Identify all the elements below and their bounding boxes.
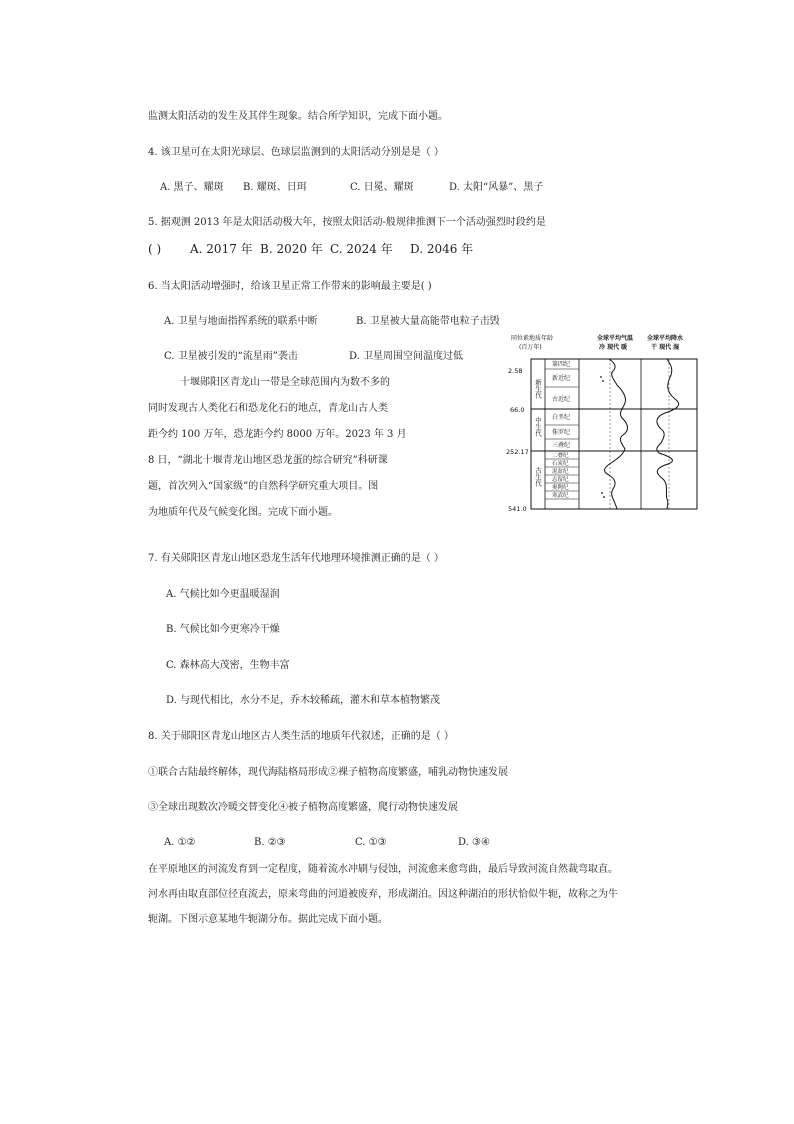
- fig-age-label: 252.17: [506, 448, 529, 456]
- q8-statements-2: ③全球出现数次冷暖交替变化④被子植物高度繁盛，爬行动物快速发展: [148, 802, 458, 813]
- q4-option-d[interactable]: D. 太阳“风暴”、黑子: [449, 182, 544, 193]
- fig-era-label: 古生代: [534, 467, 542, 487]
- fig-period-label: 古近纪: [552, 396, 571, 403]
- fig-period-label: 志留纪: [552, 477, 569, 483]
- temperature-dot: [600, 376, 602, 378]
- fig-age-label: 2.58: [508, 367, 523, 375]
- question-8-stem: 8. 关于郧阳区青龙山地区古人类生活的地质年代叙述，正确的是（ ）: [148, 731, 454, 742]
- fig-period-label: 侏罗纪: [552, 429, 571, 436]
- question-6-stem: 6. 当太阳活动增强时，给该卫星正常工作带来的影响最主要是( ): [148, 281, 432, 292]
- fig-era-label: 新生代: [534, 379, 542, 399]
- fig-precip-header-1: 全球平均降水: [647, 335, 684, 342]
- fig-period-label: 泥盆纪: [552, 469, 569, 475]
- fig-temp-header-1: 全球平均气温: [597, 335, 634, 342]
- q7-option-b[interactable]: B. 气候比如今更寒冷干燥: [166, 624, 280, 635]
- fig-period-label: 寒武纪: [552, 493, 569, 499]
- q4-option-c[interactable]: C. 日冕、耀斑: [350, 182, 414, 193]
- passage-line: 题，首次列入“国家级”的自然科学研究重大项目。图: [148, 481, 379, 492]
- fig-precip-header-2: 干 现代 湿: [651, 344, 680, 351]
- q5-option-d[interactable]: D. 2046 年: [410, 242, 474, 256]
- q7-option-a[interactable]: A. 气候比如今更温暖湿润: [166, 589, 280, 600]
- passage-line: 轭湖。下图示意某地牛轭湖分布。据此完成下面小题。: [148, 914, 388, 925]
- q5-option-c[interactable]: C. 2024 年: [330, 242, 393, 256]
- intro-text: 监测太阳活动的发生及其伴生现象。结合所学知识，完成下面小题。: [148, 111, 448, 122]
- passage-line: 为地质年代及气候变化图。完成下面小题。: [148, 507, 338, 518]
- q5-option-b[interactable]: B. 2020 年: [260, 242, 323, 256]
- q5-option-a[interactable]: A. 2017 年: [190, 242, 253, 256]
- fig-period-label: 白垩纪: [552, 414, 571, 421]
- q4-option-b[interactable]: B. 耀斑、日珥: [243, 182, 307, 193]
- q8-option-c[interactable]: C. ①③: [355, 837, 387, 848]
- temperature-curve: [605, 359, 628, 509]
- temperature-dot: [602, 380, 604, 382]
- q8-option-a[interactable]: A. ①②: [164, 837, 196, 848]
- q7-option-c[interactable]: C. 森林高大茂密，生物丰富: [166, 660, 290, 671]
- q6-option-c[interactable]: C. 卫星被引发的“流星雨”袭击: [164, 351, 298, 362]
- passage-line: 同时发现古人类化石和恐龙化石的地点，青龙山古人类: [148, 403, 388, 414]
- fig-period-label: 二叠纪: [552, 453, 569, 459]
- q6-option-a[interactable]: A. 卫星与地面指挥系统的联系中断: [164, 316, 318, 327]
- q8-option-d[interactable]: D. ③④: [458, 837, 490, 848]
- fig-age-label: 66.0: [510, 406, 525, 414]
- q6-option-d[interactable]: D. 卫星周围空间温度过低: [349, 351, 464, 362]
- fig-period-label: 奥陶纪: [552, 485, 569, 491]
- q8-statements-1: ①联合古陆最终解体，现代海陆格局形成②裸子植物高度繁盛，哺乳动物快速发展: [148, 767, 508, 778]
- fig-period-label: 第四纪: [552, 361, 571, 368]
- passage-line: 8 日，“湖北十堰青龙山地区恐龙蛋的综合研究”科研课: [148, 455, 388, 466]
- q6-option-b[interactable]: B. 卫星被大量高能带电粒子击毁: [356, 316, 500, 327]
- geologic-time-climate-figure: [505, 333, 701, 513]
- q8-option-b[interactable]: B. ②③: [254, 837, 286, 848]
- fig-period-label: 三叠纪: [552, 442, 571, 449]
- fig-age-label: 541.0: [508, 505, 527, 513]
- temperature-dot: [603, 496, 605, 498]
- question-5-stem: 5. 据观测 2013 年是太阳活动极大年，按照太阳活动-般规律推测下一个活动强烈时段约是: [148, 217, 546, 228]
- fig-age-header-1: 同位素地质年龄: [511, 335, 554, 342]
- question-7-stem: 7. 有关郧阳区青龙山地区恐龙生活年代地理环境推测正确的是（ ）: [148, 553, 444, 564]
- fig-period-label: 新近纪: [552, 375, 571, 382]
- passage-line: 距今约 100 万年，恐龙距今约 8000 万年。2023 年 3 月: [148, 429, 407, 440]
- q4-option-a[interactable]: A. 黑子、耀斑: [160, 182, 224, 193]
- passage-line: 河水再由取直部位径直流去，原来弯曲的河道被废弃，形成湖泊。因这种湖泊的形状恰似牛轭，故称之为牛: [148, 889, 618, 900]
- q7-option-d[interactable]: D. 与现代相比，水分不足，乔木较稀疏，灌木和草本植物繁茂: [166, 695, 441, 706]
- fig-period-label: 石炭纪: [552, 461, 569, 467]
- q5-bracket: ( ): [148, 242, 162, 256]
- precipitation-curve: [657, 359, 679, 509]
- fig-age-header-2: (百万年): [519, 344, 542, 351]
- fig-era-label: 中生代: [534, 417, 542, 437]
- temperature-dot: [601, 492, 603, 494]
- question-4-stem: 4. 该卫星可在太阳光球层、色球层监测到的太阳活动分别是是（ ）: [148, 147, 444, 158]
- passage-line: 十堰郧阳区青龙山一带是全球范围内为数不多的: [180, 377, 390, 388]
- passage-line: 在平原地区的河流发育到一定程度，随着流水冲刷与侵蚀，河流愈来愈弯曲，最后导致河流自然裁弯取直。: [148, 864, 618, 875]
- fig-temp-header-2: 冷 现代 暖: [599, 344, 628, 351]
